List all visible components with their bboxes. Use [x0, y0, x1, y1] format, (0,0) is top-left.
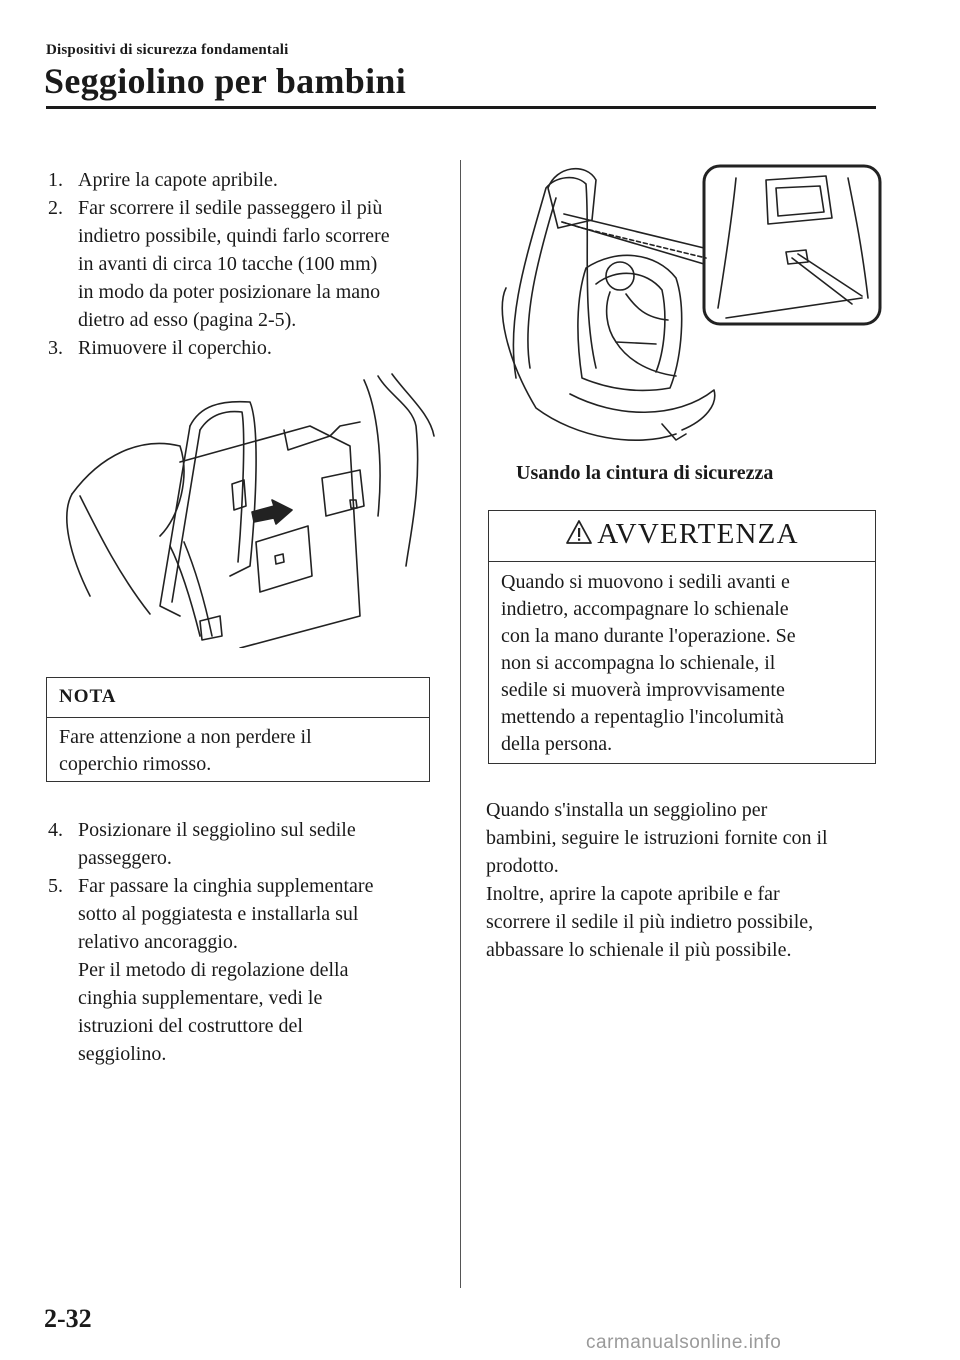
list-item: [48, 166, 448, 194]
step-number: 1.: [48, 169, 63, 191]
cover-removal-illustration: [60, 366, 440, 648]
step-number: 5.: [48, 875, 63, 897]
note-header: [47, 678, 429, 718]
warning-triangle-icon: [565, 519, 593, 545]
step-text: Far scorrere il sedile passeggero il più indietro possibile, quindi farlo scorrere in avanti di circa 10 tacche (100 mm) in modo da poter posizionare la mano dietro ad esso (pagina 2-5).: [78, 197, 390, 331]
list-item: [48, 334, 448, 362]
warning-box: [488, 510, 876, 764]
steps-list-part1: [48, 166, 448, 362]
step-text: Posizionare il seggiolino sul sedile passeggero.: [78, 819, 356, 869]
warning-divider: [489, 561, 875, 562]
list-item: [48, 816, 448, 872]
note-text: Fare attenzione a non perdere il coperchio rimosso.: [59, 726, 312, 775]
warning-text: Quando si muovono i sedili avanti e indietro, accompagnare lo schienale con la mano durante l'operazione. Se non si accompagna lo schienale, il sedile si muoverà improvvisamente mettendo a repentaglio l'incolumità della persona.: [501, 571, 796, 755]
warning-label: AVVERTENZA: [597, 517, 799, 550]
step-text: Aprire la capote apribile.: [78, 169, 278, 191]
body-paragraph: Quando s'installa un seggiolino per bambini, seguire le istruzioni fornite con il prodotto. Inoltre, aprire la capote apribile e far scorrere il sedile il più indietro possibile, abbassare lo schienale il più possibile.: [486, 799, 828, 961]
section-kicker: Dispositivi di sicurezza fondamentali: [46, 42, 289, 58]
figure-caption: Usando la cintura di sicurezza: [516, 462, 774, 484]
watermark: carmanualsonline.info: [586, 1332, 782, 1353]
step-number: 3.: [48, 337, 63, 359]
column-divider: [460, 160, 461, 1288]
page-title: Seggiolino per bambini: [44, 61, 407, 101]
title-rule: [46, 106, 876, 109]
steps-list-part2: [48, 816, 448, 1068]
list-item: [48, 872, 448, 1068]
child-seat-installation-illustration: [486, 158, 882, 448]
warning-header: [489, 511, 875, 557]
step-text: Far passare la cinghia supplementare sotto al poggiatesta e installarla sul relativo ancoraggio. Per il metodo di regolazione della cinghia supplementare, vedi le istruzioni del costruttore del seggiolino.: [78, 875, 374, 1065]
note-label: NOTA: [59, 686, 117, 707]
page-number: 2-32: [44, 1304, 92, 1333]
step-number: 2.: [48, 197, 63, 219]
step-text: Rimuovere il coperchio.: [78, 337, 272, 359]
list-item: [48, 194, 448, 334]
step-number: 4.: [48, 819, 63, 841]
note-box: [46, 677, 430, 782]
